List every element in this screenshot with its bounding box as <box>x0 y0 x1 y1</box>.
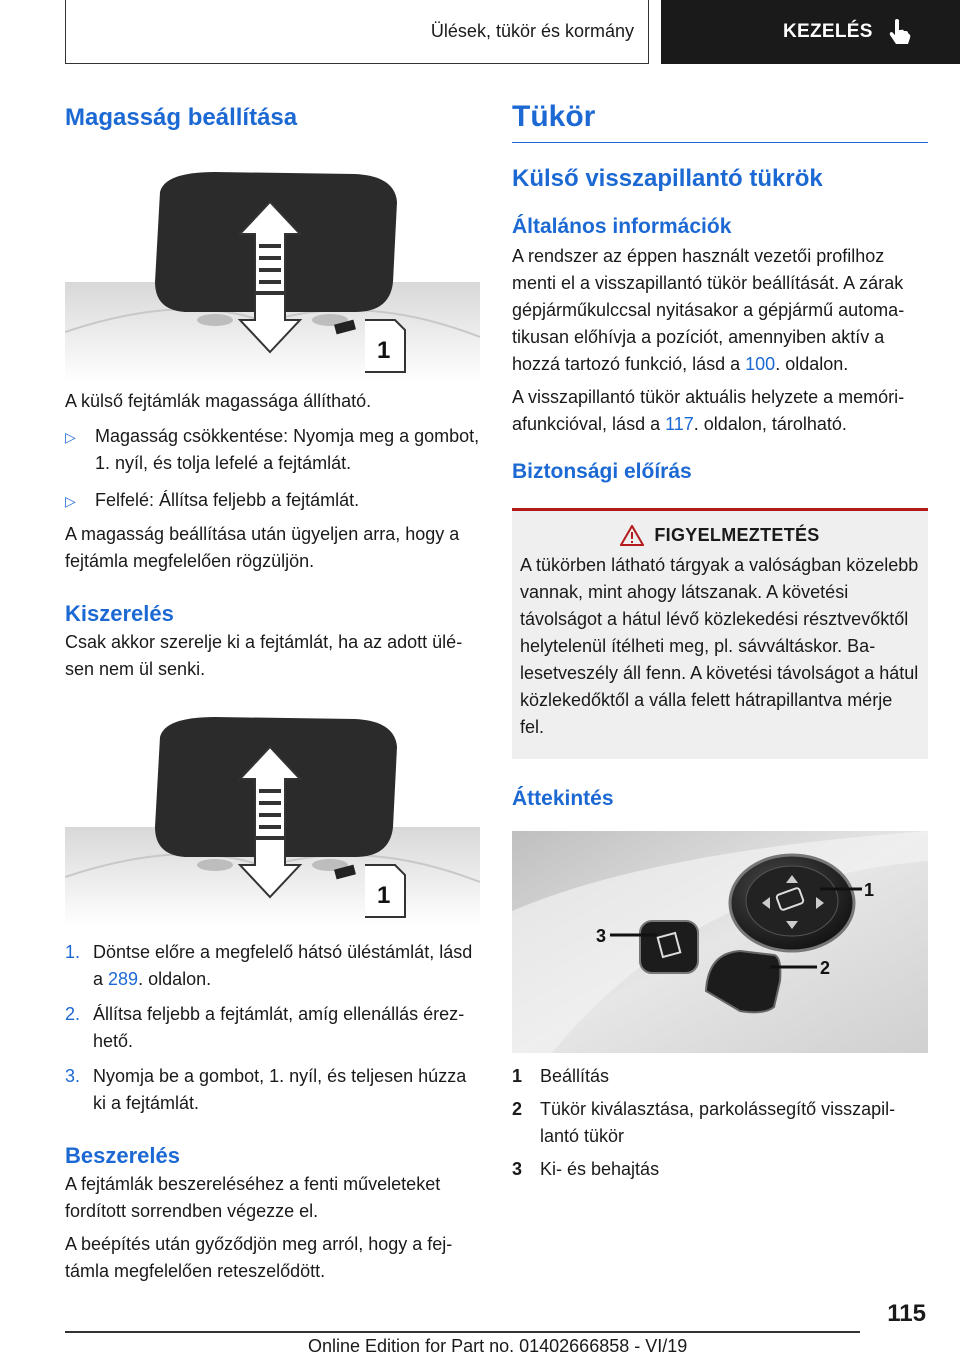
legend-number: 2 <box>512 1099 523 1119</box>
mirror-controls-figure <box>512 831 928 1053</box>
heading-mirror: Tükör <box>512 90 928 143</box>
footer-divider <box>65 1331 860 1333</box>
figure-callout-2: 2 <box>820 958 831 978</box>
remove-intro: Csak akkor szerelje ki a fejtámlát, ha az adott ülésen nem ül senki. <box>65 632 463 679</box>
triangle-bullet-icon: ▷ <box>65 493 76 509</box>
heading-install: Beszerelés <box>65 1143 180 1168</box>
triangle-bullet-icon: ▷ <box>65 429 76 445</box>
left-column <box>65 90 480 1285</box>
page-number: 115 <box>887 1300 926 1327</box>
step-number: 3. <box>65 1066 81 1086</box>
step-item <box>65 939 480 993</box>
bullet-item <box>65 487 480 515</box>
section-title: Ülések, tükör és kormány <box>430 21 634 41</box>
page-link-117[interactable]: 117 <box>665 414 694 434</box>
step-item <box>65 1001 480 1055</box>
page-link-289[interactable]: 289 <box>108 969 139 989</box>
warning-box <box>512 508 928 759</box>
heading-remove: Kiszerelés <box>65 601 174 626</box>
header-chapter-tab <box>661 0 960 64</box>
figure-callout-3: 3 <box>596 926 607 946</box>
height-intro: A külső fejtámlák magassága állítható. <box>65 391 372 411</box>
install-text-2: A beépítés után győződjön meg arról, hogy a fejtámla megfelelően reteszelődött. <box>65 1234 453 1281</box>
right-column <box>512 90 928 1183</box>
general-info-text: A rendszer az éppen használt vezetői profilhoz menti el a visszapillantó tükör beállítását. A zárak gépjárműkulccsal nyitásakor a gépjármű automatikusan előhívja a pozíciót, amennyiben aktív a hozzá tartozó funkció, lásd a 100. oldalon. <box>512 246 905 374</box>
headrest-height-figure <box>65 172 480 382</box>
warning-text: A tükörben látható tárgyak a valóságban közelebb vannak, mint ahogy látszanak. A követési távolságot a hátul lévő közlekedési résztvevőktől helytelenül ítélheti meg, pl. sávváltáskor. Balesetveszély áll fenn. A követési távolságot a hátul közlekedőktől a válla felett hátrapillantva mérje fel. <box>520 555 919 737</box>
bullet-text: Magasság csökkentése: Nyomja meg a gombot, 1. nyíl, és tolja lefelé a fejtámlát. <box>95 426 480 473</box>
install-text-1: A fejtámlák beszereléséhez a fenti műveleteket fordított sorrendben végezze el. <box>65 1174 441 1221</box>
page-link-100[interactable]: 100 <box>745 354 776 374</box>
warning-title: FIGYELMEZTETÉS <box>520 525 920 546</box>
legend-number: 3 <box>512 1159 523 1179</box>
step-number: 2. <box>65 1004 81 1024</box>
legend-item <box>512 1156 928 1183</box>
heading-safety: Biztonsági előírás <box>512 460 692 483</box>
height-note: A magasság beállítása után ügyeljen arra, hogy a fejtámla megfelelően rögzüljön. <box>65 524 460 571</box>
figure-callout-1: 1 <box>377 882 391 909</box>
chapter-title: KEZELÉS <box>783 21 873 42</box>
step-text: Állítsa feljebb a fejtámlát, amíg ellenállás érezhető. <box>93 1004 465 1051</box>
memory-text: A visszapillantó tükör aktuális helyzete a memóriafunkcióval, lásd a 117. oldalon, tárolható. <box>512 387 905 434</box>
figure-callout-1: 1 <box>377 337 391 364</box>
bullet-text: Felfelé: Állítsa feljebb a fejtámlát. <box>95 490 360 510</box>
bullet-item <box>65 423 480 477</box>
step-text: Döntse előre a megfelelő hátsó üléstámlát, lásd a 289. oldalon. <box>93 942 473 989</box>
step-text: Nyomja be a gombot, 1. nyíl, és teljesen húzza ki a fejtámlát. <box>93 1066 467 1113</box>
step-item <box>65 1063 480 1117</box>
legend-text: Beállítás <box>540 1066 610 1086</box>
legend-text: Ki- és behajtás <box>540 1159 660 1179</box>
edition-note: Online Edition for Part no. 01402666858 - VI/19 <box>308 1336 688 1356</box>
legend-text: Tükör kiválasztása, parkolássegítő visszapillantó tükör <box>540 1099 896 1146</box>
headrest-removal-figure <box>65 717 480 927</box>
header-section-title <box>65 0 649 64</box>
heading-general-info: Általános információk <box>512 215 732 238</box>
heading-height-adjust: Magasság beállítása <box>65 104 298 131</box>
step-number: 1. <box>65 942 81 962</box>
legend-item <box>512 1096 928 1150</box>
legend-number: 1 <box>512 1066 523 1086</box>
warning-triangle-icon <box>620 525 644 546</box>
heading-outer-mirrors: Külső visszapillantó tükrök <box>512 165 823 192</box>
figure-callout-1: 1 <box>864 880 875 900</box>
legend-item <box>512 1063 928 1090</box>
hand-pointer-icon <box>887 18 911 46</box>
heading-overview: Áttekintés <box>512 787 614 810</box>
